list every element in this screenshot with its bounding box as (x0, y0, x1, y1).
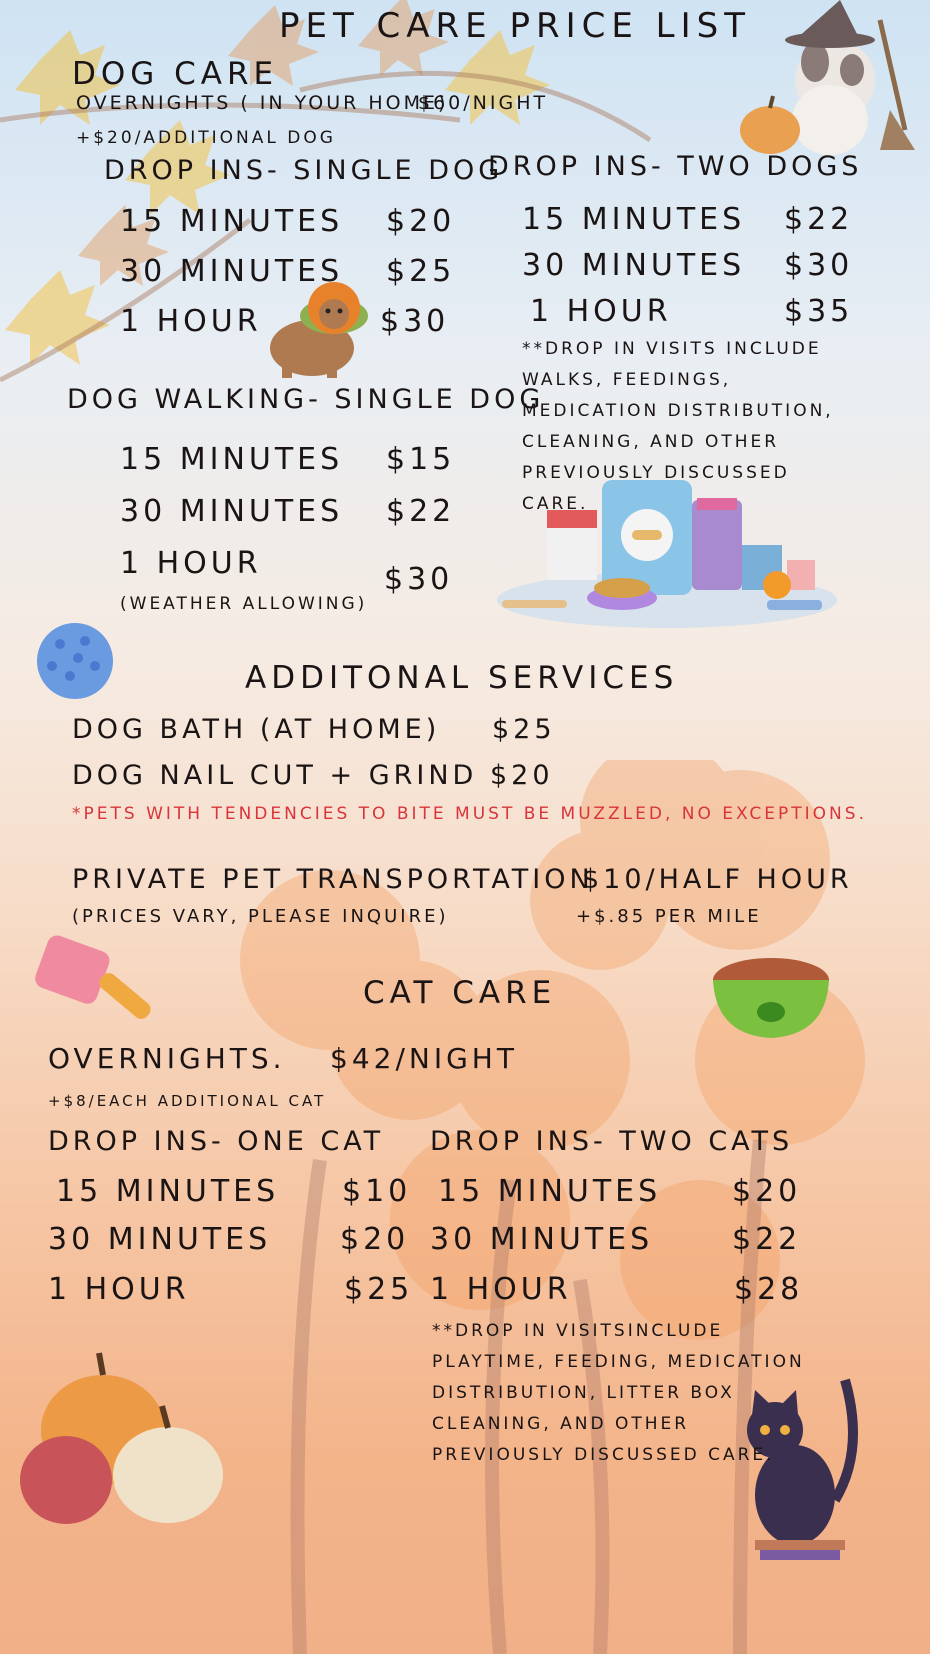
pumpkin-dog-icon (262, 276, 372, 386)
witch-dog-icon (740, 0, 920, 160)
nail-price: $20 (490, 760, 554, 791)
single-dog-row-price: $25 (386, 254, 456, 289)
two-dogs-row-label: 1 HOUR (530, 294, 672, 329)
transport-label: PRIVATE PET TRANSPORTATION (72, 864, 594, 895)
one-cat-row-price: $10 (342, 1174, 412, 1209)
cat-additional-note: +$8/EACH ADDITIONAL CAT (48, 1092, 327, 1110)
weather-note: (WEATHER ALLOWING) (120, 594, 368, 614)
bath-price: $25 (492, 714, 556, 745)
dog-walking-heading: DOG WALKING- SINGLE DOG (67, 384, 545, 415)
two-dogs-row-price: $22 (784, 202, 854, 237)
muzzle-warning: *PETS WITH TENDENCIES TO BITE MUST BE MUZZLED, NO EXCEPTIONS. (72, 804, 867, 824)
cat-drop-in-note: **DROP IN VISITSINCLUDE PLAYTIME, FEEDING, MEDICATION DISTRIBUTION, LITTER BOX CLEANING, AND OTHER PREVIOUSLY DISCUSSED CARE. (432, 1321, 805, 1465)
one-cat-row-price: $25 (344, 1272, 414, 1307)
two-dogs-row-price: $30 (784, 248, 854, 283)
cat-overnights-label: OVERNIGHTS. (48, 1042, 286, 1075)
two-dogs-row-price: $35 (784, 294, 854, 329)
single-dog-row-label: 1 HOUR (120, 304, 262, 339)
dog-additional-note: +$20/ADDITIONAL DOG (76, 128, 336, 148)
two-cats-row-label: 15 MINUTES (438, 1174, 662, 1209)
single-dog-row-price: $20 (386, 204, 456, 239)
one-cat-row-label: 15 MINUTES (56, 1174, 280, 1209)
single-dog-row-price: $30 (380, 304, 450, 339)
walking-row-label: 15 MINUTES (120, 442, 344, 477)
transport-price: $10/HALF HOUR (582, 864, 853, 895)
single-dog-row-label: 15 MINUTES (120, 204, 344, 239)
walking-row-price: $15 (386, 442, 456, 477)
two-cats-row-label: 30 MINUTES (430, 1222, 654, 1257)
transport-sub: (PRICES VARY, PLEASE INQUIRE) (72, 906, 449, 927)
two-cats-row-price: $28 (734, 1272, 804, 1307)
two-cats-row-price: $22 (732, 1222, 802, 1257)
dog-overnights-label: OVERNIGHTS ( IN YOUR HOME) (76, 92, 449, 114)
walking-row-price: $30 (384, 562, 454, 597)
dog-overnights-price: $60/NIGHT (418, 92, 549, 114)
one-cat-row-price: $20 (340, 1222, 410, 1257)
transport-mile: +$.85 PER MILE (576, 906, 762, 927)
walking-row-label: 30 MINUTES (120, 494, 344, 529)
single-dog-heading: DROP INS- SINGLE DOG (104, 155, 504, 186)
pumpkins-icon (18, 1350, 228, 1530)
blue-ball-icon (30, 616, 120, 706)
additional-heading: ADDITONAL SERVICES (245, 660, 679, 696)
dog-drop-in-note: **DROP IN VISITS INCLUDE WALKS, FEEDINGS, MEDICATION DISTRIBUTION, CLEANING, AND OTHER PREVIOUSLY DISCUSSED CARE. (522, 339, 834, 514)
two-cats-row-price: $20 (732, 1174, 802, 1209)
brush-icon (30, 932, 160, 1047)
cat-overnights-price: $42/NIGHT (330, 1042, 518, 1075)
one-cat-row-label: 1 HOUR (48, 1272, 190, 1307)
walking-row-label: 1 HOUR (120, 546, 262, 581)
nail-label: DOG NAIL CUT + GRIND (72, 760, 478, 791)
single-dog-row-label: 30 MINUTES (120, 254, 344, 289)
two-cats-heading: DROP INS- TWO CATS (430, 1126, 794, 1157)
walking-row-price: $22 (386, 494, 456, 529)
one-cat-row-label: 30 MINUTES (48, 1222, 272, 1257)
one-cat-heading: DROP INS- ONE CAT (48, 1126, 385, 1157)
dog-care-heading: DOG CARE (72, 56, 279, 92)
two-dogs-row-label: 30 MINUTES (522, 248, 746, 283)
food-bowl-icon (706, 950, 836, 1045)
page-title: PET CARE PRICE LIST (279, 6, 751, 46)
bath-label: DOG BATH (AT HOME) (72, 714, 441, 745)
two-dogs-row-label: 15 MINUTES (522, 202, 746, 237)
two-dogs-heading: DROP INS- TWO DOGS (488, 151, 863, 182)
cat-care-heading: CAT CARE (363, 975, 557, 1011)
two-cats-row-label: 1 HOUR (430, 1272, 572, 1307)
